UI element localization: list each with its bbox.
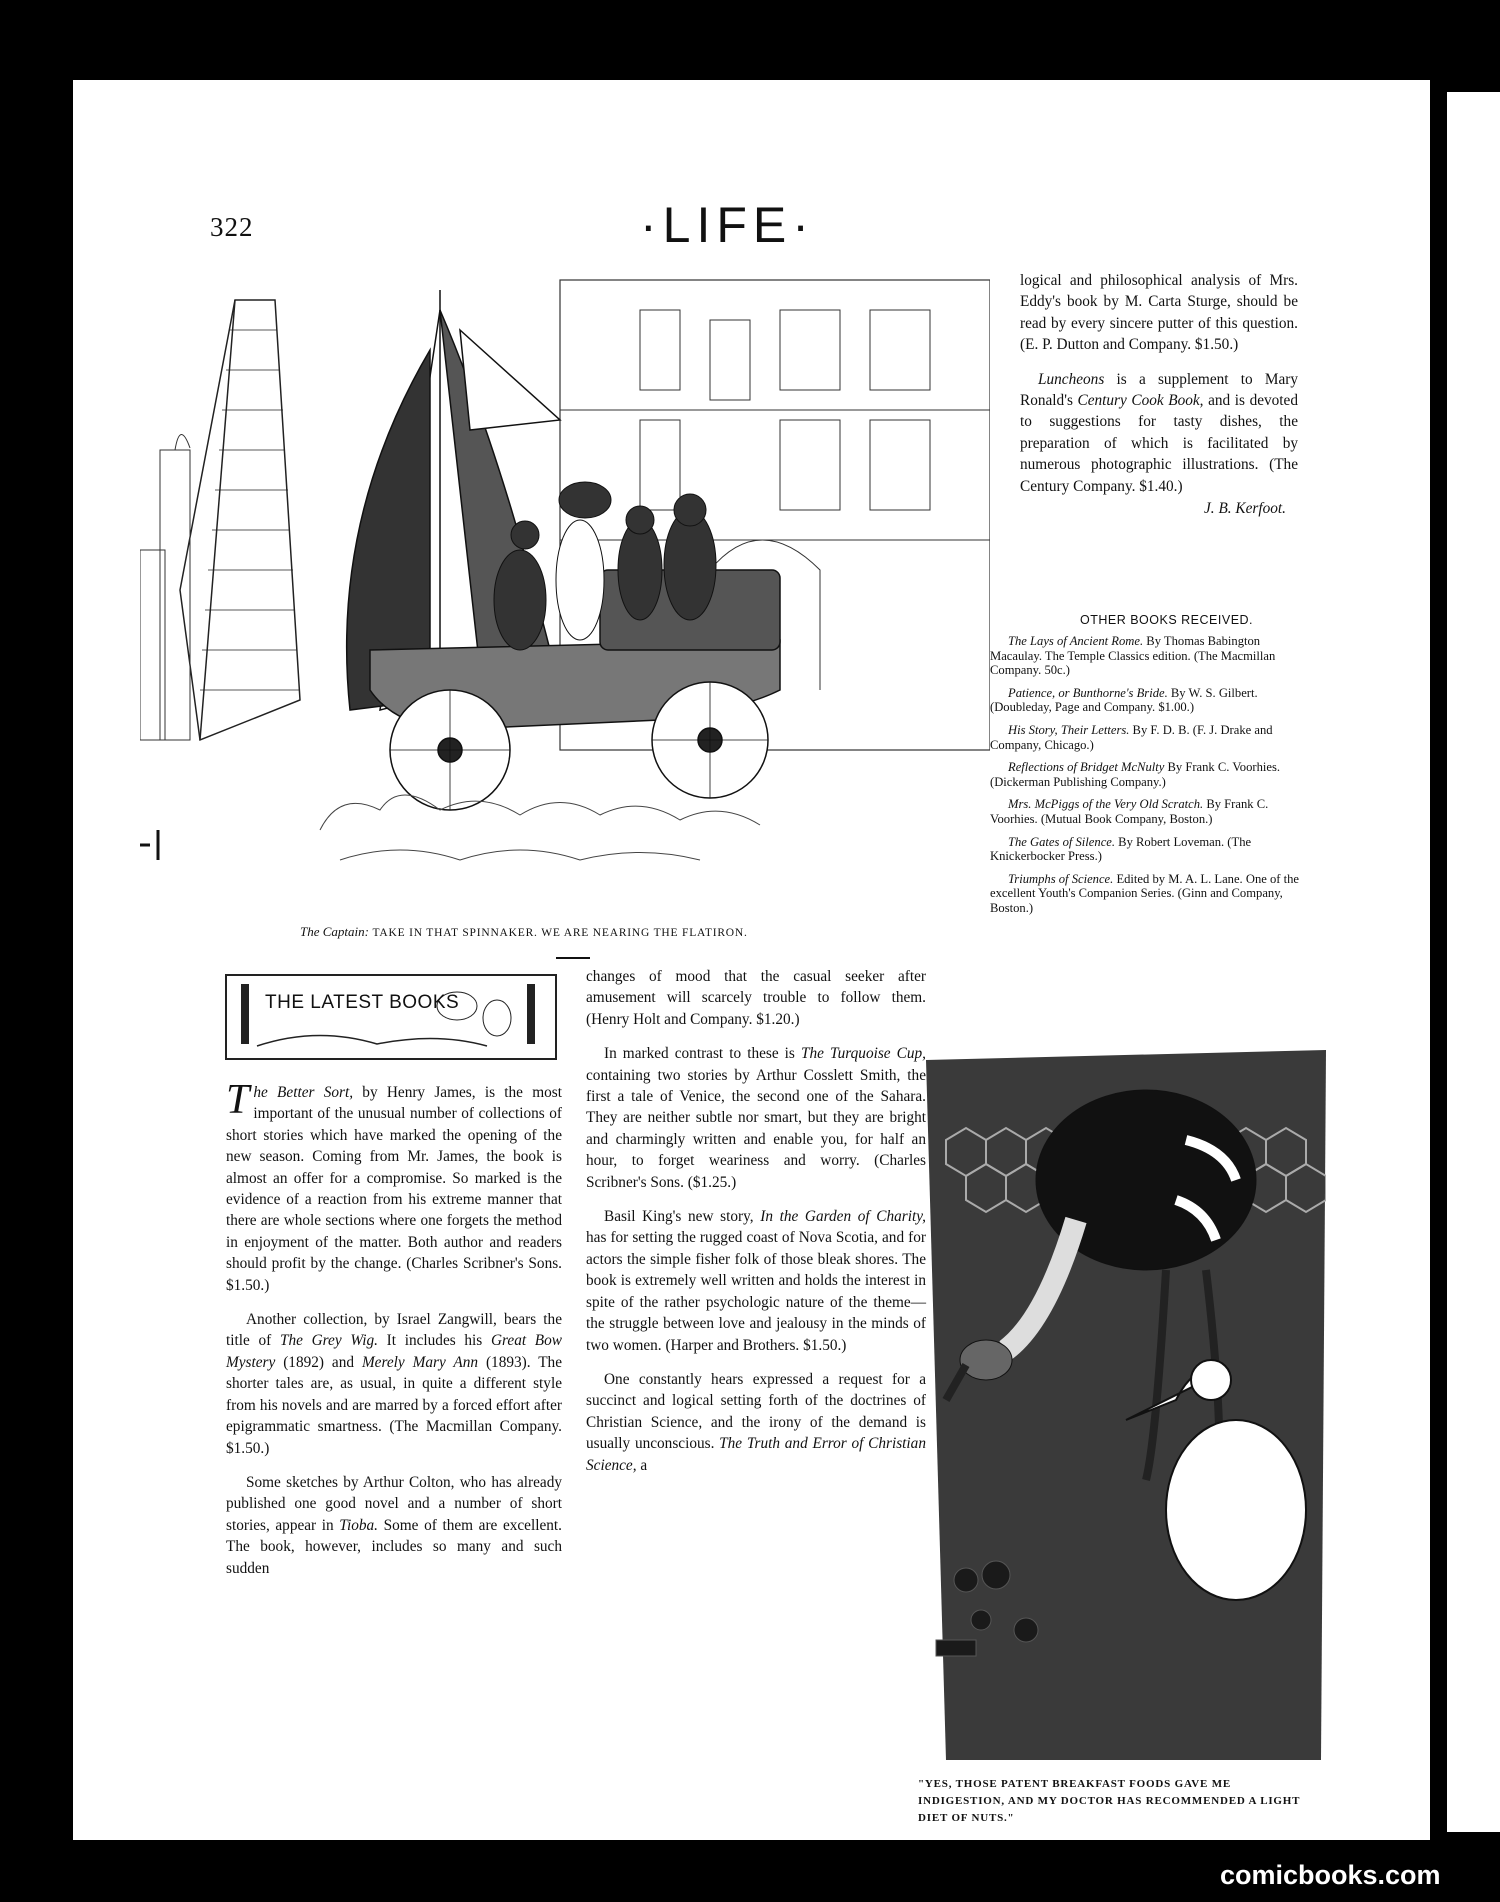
col2-p4-a: One constantly hears expressed a request for a succinct and logical setting forth of the doctrines of Christian Science, and the irony of the demand is usually unconscious. (586, 1370, 926, 1453)
col1-p3-b: Some of them are excellent. The book, however, includes so many and such sudden (226, 1516, 562, 1577)
book-title: The Truth and Error of Christian Science, (586, 1435, 926, 1474)
other-book-entry (990, 872, 1300, 916)
page-number: 322 (210, 212, 254, 242)
col3-p2-a: is a supplement to Mary Ronald's (1020, 370, 1298, 410)
banner-decoration (227, 976, 555, 1058)
other-book-details: By W. S. Gilbert. (Doubleday, Page and Company. $1.00.) (990, 685, 1258, 715)
ostrich-pelican-illustration (926, 1020, 1326, 1760)
other-book-details: By Frank C. Voorhies. (Mutual Book Company, Boston.) (990, 797, 1269, 826)
other-books-list (990, 634, 1300, 924)
caption-text: TAKE IN THAT SPINNAKER. WE ARE NEARING THE FLATIRON. (372, 927, 748, 939)
other-book-title: His Story, Their Letters. (1008, 722, 1130, 737)
other-book-entry (990, 835, 1300, 864)
col1-paragraph-2 (226, 1309, 562, 1459)
col3-p2-b: and is devoted to suggestions for tasty dishes, the preparation of which is facilitated by numerous photographic illustrations. (The Century Company. $1.40.) (1020, 392, 1298, 495)
car-sailboat-illustration (140, 270, 990, 910)
col1-paragraph-3 (226, 1472, 562, 1579)
other-book-title: Reflections of Bridget McNulty (1008, 760, 1165, 775)
col1-p2-b: It includes his (377, 1332, 491, 1350)
dust-cloud (320, 795, 760, 860)
caption-speaker: The Captain: (300, 924, 369, 939)
other-book-entry (990, 797, 1300, 826)
col3-paragraph-2 (1020, 369, 1298, 497)
col1-paragraph-1 (226, 1077, 562, 1296)
other-book-title: The Lays of Ancient Rome. (1008, 634, 1144, 648)
other-book-title: Patience, or Bunthorne's Bride. (1008, 685, 1168, 700)
other-book-details: By Robert Loveman. (The Knickerbocker Press.) (990, 834, 1252, 864)
masthead: ·LIFE· (640, 197, 815, 253)
other-book-entry (990, 634, 1300, 678)
divider-rule (556, 957, 590, 959)
other-book-title: Triumphs of Science. (1008, 871, 1114, 886)
facing-page-edge (1447, 92, 1500, 1832)
other-book-details: By Thomas Babington Macaulay. The Temple Classics edition. (The Macmillan Company. 50c.) (990, 634, 1276, 678)
other-book-details: Edited by M. A. L. Lane. One of the excellent Youth's Companion Series. (Ginn and Company, Boston.) (990, 871, 1300, 915)
col2-paragraph-1: changes of mood that the casual seeker after amusement will scarcely trouble to follow them. (Henry Holt and Company. $1.20.) (586, 968, 926, 1028)
col2-paragraph-4 (586, 1369, 926, 1476)
col1-p2-a: Another collection, by Israel Zangwill, bears the title of (226, 1311, 562, 1350)
book-title: The Turquoise Cup, (800, 1045, 926, 1063)
column-1 (226, 1077, 562, 1592)
col3-paragraph-1: logical and philosophical analysis of Mrs. Eddy's book by M. Carta Sturge, should be read by every sincere putter of this question. (E. P. Dutton and Company. $1.50.) (1020, 272, 1298, 354)
other-books-heading: OTHER BOOKS RECEIVED. (1080, 613, 1254, 627)
column-3 (1020, 270, 1298, 532)
col2-p4-b: a (636, 1456, 648, 1474)
bottom-illustration-caption: "YES, THOSE PATENT BREAKFAST FOODS GAVE ME INDIGESTION, AND MY DOCTOR HAS RECOMMENDED A LIGHT DIET OF NUTS." (918, 1778, 1301, 1824)
flatiron-building (180, 300, 300, 740)
other-book-title: Mrs. McPiggs of the Very Old Scratch. (1008, 797, 1204, 812)
book-title: Luncheons (1038, 370, 1105, 388)
watermark: comicbooks.com (1220, 1860, 1441, 1890)
book-title: Tioba. (339, 1516, 378, 1534)
latest-books-banner (225, 974, 557, 1060)
book-title: Century Cook Book, (1077, 392, 1204, 410)
review-signature: J. B. Kerfoot. (1204, 500, 1286, 518)
other-book-entry (990, 723, 1300, 752)
col2-p3-a: Basil King's new story, (604, 1208, 761, 1226)
book-title: In the Garden of Charity, (760, 1208, 926, 1226)
col2-p2-a: In marked contrast to these is (604, 1045, 801, 1063)
col1-p3-a: Some sketches by Arthur Colton, who has already published one good novel and a number of short stories, appear in (226, 1473, 562, 1534)
other-book-details: By Frank C. Voorhies. (Dickerman Publishing Company.) (990, 760, 1281, 789)
artist-signature (140, 830, 158, 860)
col2-paragraph-3 (586, 1206, 926, 1356)
book-title: Merely Mary Ann (361, 1353, 479, 1371)
col1-p1-text: by Henry James, is the most important of the unusual number of collections of short stories which have marked the opening of the new season. Coming from Mr. James, the book is almost an offer for a compromise. So marked is the evidence of a reaction from his extreme manner that there are whole sections where one forgets the method in enjoyment of the matter. Both author and readers should profit by the change. (Charles Scribner's Sons. $1.50.) (226, 1084, 562, 1294)
banner-title: THE LATEST BOOKS (265, 992, 460, 1013)
book-title: The Grey Wig. (279, 1332, 378, 1350)
top-illustration-caption (300, 924, 920, 940)
col1-p2-d: (1893). The shorter tales are, as usual, in quite a different style from his novels and are marred by a forced effort after epigrammatic smartness. (The Macmillan Company. $1.50.) (226, 1353, 562, 1457)
col1-p2-c: (1892) and (275, 1353, 362, 1371)
other-book-entry (990, 760, 1300, 789)
col2-p2-b: containing two stories by Arthur Cosslett Smith, the first a tale of Venice, the second one of the Sahara. They are neither subtle nor smart, but they are bright and charmingly written and enable you, for half an hour, to forget weariness and worry. (Charles Scribner's Sons. ($1.25.) (586, 1066, 926, 1191)
col2-p3-b: has for setting the rugged coast of Nova Scotia, and for actors the simple fisher folk of those bleak shores. The book is extremely well written and holds the interest in spite of the rather psychologic nature of the theme—the struggle between love and jealousy in the minds of two women. (Harper and Brothers. $1.50.) (586, 1229, 926, 1354)
book-title: he Better Sort, (253, 1084, 354, 1101)
column-2 (586, 966, 926, 1489)
other-book-title: The Gates of Silence. (1008, 834, 1116, 849)
drop-cap: T (226, 1077, 250, 1123)
other-book-details: By F. D. B. (F. J. Drake and Company, Chicago.) (990, 722, 1273, 752)
book-title: Great Bow Mystery (226, 1332, 562, 1371)
col2-paragraph-2 (586, 1043, 926, 1193)
other-book-entry (990, 686, 1300, 715)
